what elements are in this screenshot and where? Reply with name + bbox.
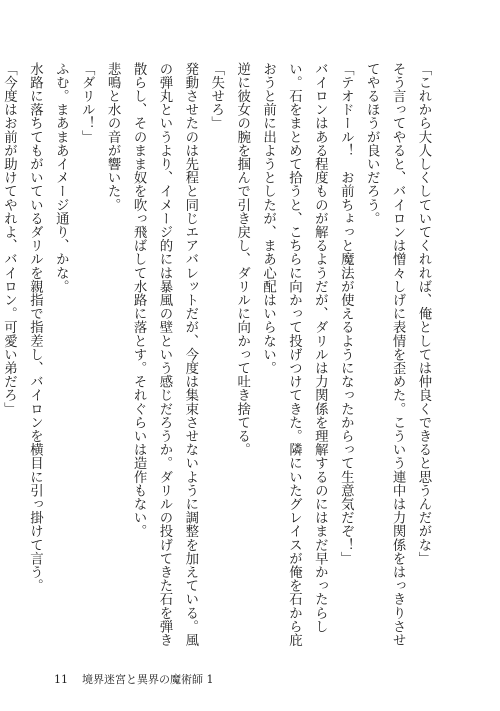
paragraph: ふむ。まあまあイメージ通り、かな。	[53, 62, 69, 294]
paragraph: 逆に彼女の腕を掴んで引き戻し、ダリルに向かって吐き捨てる。	[234, 62, 250, 457]
paragraph: 水路に落ちてもがいているダリルを親指で指差し、バイロンを横目に引っ掛けて言う。	[27, 62, 43, 593]
paragraph: 「失せろ」	[208, 62, 224, 130]
paragraph: 悲鳴と水の音が響いた。	[105, 62, 121, 212]
paragraph: 「今度はお前が助けてやれよ、バイロン。可愛い弟だろ」	[1, 62, 17, 416]
page-number: 11	[54, 673, 68, 686]
paragraph: 「テオドール！ お前ちょっと魔法が使えるようになったからって生意気だぞ！」	[338, 62, 354, 566]
book-title: 境界迷宮と異界の魔術師 1	[82, 673, 214, 686]
paragraph: そう言ってやると、バイロンは憎々しげに表情を歪めた。こういう連中は力関係をはっきりさせてやるほうが良いだろう。	[364, 62, 406, 647]
page-footer	[54, 671, 214, 687]
paragraph: 「これから大人しくしていてくれれば、俺としては仲良くできると思うんだがな」	[416, 62, 431, 566]
paragraph: 「ダリル！」	[79, 62, 95, 144]
vertical-text-body	[1, 62, 436, 652]
paragraph: 発動させたのは先程と同じエアバレットだが、今度は集束させないように調整を加えている。風の弾丸というより、イメージ的には暴風の壁という感じだろうか。ダリルの投げてきた石を弾き散らし、そのまま奴を吹っ飛ばして水路に落とす。それぐらいは造作もない。	[131, 62, 198, 647]
paragraph: バイロンはある程度ものが解るようだが、ダリルは力関係を理解するのにはまだ早かったらしい。石をまとめて拾うと、こちらに向かって投げつけてきた。隣にいたグレイスが俺を石から庇おうと前に出ようとしたが、まあ心配はいらない。	[260, 62, 328, 647]
